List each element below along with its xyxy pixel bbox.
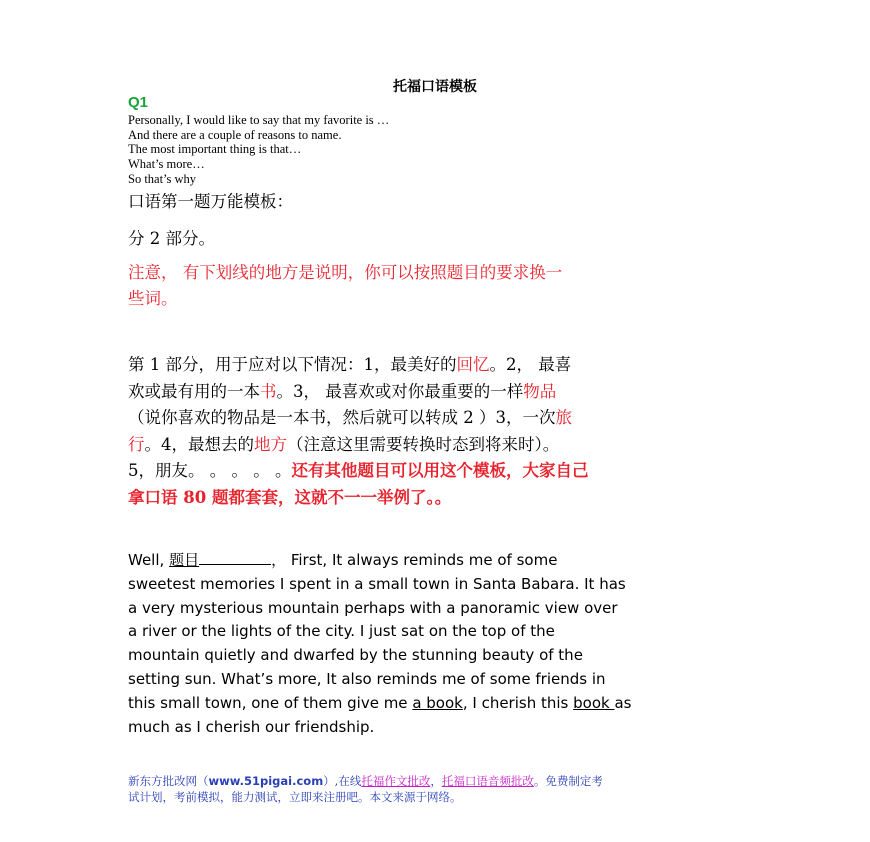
speaking-correction-link[interactable]: 托福口语音频批改: [441, 774, 534, 788]
text-span: （注意这里需要转换时态到将来时）。: [287, 434, 560, 454]
text-span: 试计划，考前模拟，能力测试，立即来注册吧。本文来源于网络。: [128, 790, 462, 804]
text-span: mountain quietly and dwarfed by the stunning beauty of the: [128, 646, 583, 665]
text-span: 第 1 部分，用于应对以下情况：1，最美好的: [128, 355, 457, 374]
note-paragraph: [128, 260, 562, 312]
text-span: 。2， 最喜: [489, 355, 572, 374]
highlight-memory: 回忆: [456, 355, 490, 374]
text-span: a river or the lights of the city. I just sat on the top of the: [128, 622, 555, 641]
english-template-lines: [128, 113, 389, 187]
underlined-book-1: a book: [412, 693, 463, 712]
text-span: a very mysterious mountain perhaps with a panoramic view over: [128, 598, 618, 617]
site-link[interactable]: www.51pigai.com: [208, 774, 324, 788]
parts-line: 分 2 部分。: [128, 229, 215, 248]
part1-paragraph: [128, 352, 748, 511]
question-label: Q1: [128, 94, 149, 111]
sample-speech: [128, 549, 753, 739]
text-span: ， First, It always reminds me of some: [271, 551, 558, 569]
text-span: setting sun. What’s more, It also reminds me of some friends in: [128, 669, 606, 688]
text-span: ）,在线: [323, 774, 362, 788]
topic-placeholder: 题目: [169, 551, 200, 569]
text-span: 。3， 最喜欢或对你最重要的一样: [276, 381, 524, 401]
english-line: Personally, I would like to say that my favorite is …: [128, 113, 390, 127]
text-span: （说你喜欢的物品是一本书，然后就可以转成 2 ）3，一次: [128, 408, 556, 427]
note-line-1: 注意， 有下划线的地方是说明，你可以按照题目的要求换一: [128, 263, 563, 282]
text-span: ，: [430, 774, 442, 788]
highlight-more-topics-2: 拿口语 80 题都套套，这就不一一举例了。。: [128, 487, 452, 507]
text-span: as: [614, 693, 632, 712]
highlight-more-topics: 还有其他题目可以用这个模板，大家自己: [291, 461, 589, 480]
document-title: 托福口语模板: [393, 79, 477, 95]
highlight-place: 地方: [254, 434, 287, 454]
highlight-travel-a: 旅: [555, 408, 572, 427]
text-span: this small town, one of them give me: [128, 693, 413, 712]
english-line: And there are a couple of reasons to name.: [128, 127, 342, 142]
text-span: 欢或最有用的一本: [128, 381, 260, 401]
highlight-book: 书: [260, 381, 277, 401]
highlight-item: 物品: [523, 381, 557, 401]
essay-correction-link[interactable]: 托福作文批改: [361, 774, 431, 788]
text-span: 新东方批改网（: [128, 774, 209, 788]
topic-blank-line: [199, 550, 271, 565]
text-span: 。免费制定考: [533, 774, 603, 788]
english-line: What’s more…: [128, 157, 205, 172]
english-line: The most important thing is that…: [128, 142, 302, 157]
text-span: much as I cherish our friendship.: [128, 717, 375, 736]
text-span: , I cherish this: [462, 693, 574, 712]
underlined-book-2: book: [573, 693, 615, 712]
text-span: 。4，最想去的: [144, 434, 254, 454]
template-heading: 口语第一题万能模板：: [128, 192, 293, 211]
highlight-travel-b: 行: [128, 434, 145, 454]
text-span: sweetest memories I spent in a small town in Santa Babara. It has: [128, 574, 626, 593]
text-span: 5，朋友。 。 。 。 。: [128, 461, 292, 480]
footer-note: [128, 773, 748, 805]
english-line: So that’s why: [128, 171, 197, 186]
note-line-2: 些词。: [128, 289, 178, 308]
text-span: Well,: [128, 551, 170, 569]
